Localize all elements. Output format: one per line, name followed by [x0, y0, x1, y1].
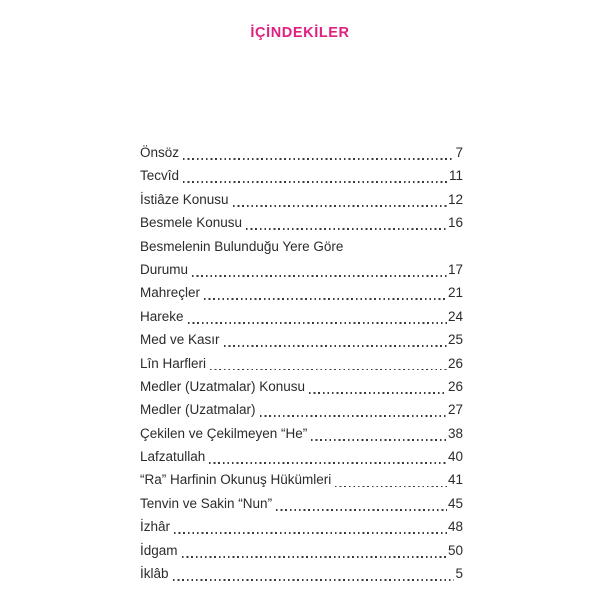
toc-leader — [309, 392, 447, 394]
toc-row — [140, 352, 463, 375]
toc-entry-label: Medler (Uzatmalar) Konusu — [140, 378, 306, 394]
toc-entry-page: 12 — [447, 191, 463, 207]
toc-entry-page: 40 — [447, 449, 463, 465]
toc-entry-label: İklâb — [140, 566, 169, 582]
toc-entry-label: Medler (Uzatmalar) — [140, 402, 256, 418]
toc-row — [140, 188, 463, 211]
toc-row — [140, 375, 463, 398]
toc-entry-label: Besmele Konusu — [140, 215, 243, 231]
toc-leader — [260, 415, 447, 417]
page-title: İÇİNDEKİLER — [250, 25, 350, 41]
toc-entry-label: Lîn Harfleri — [140, 355, 207, 371]
toc-row — [140, 141, 463, 164]
toc-row — [140, 164, 463, 187]
toc-entry-label: Hareke — [140, 308, 184, 324]
toc-entry-page: 50 — [447, 542, 463, 558]
toc-entry-page: 17 — [447, 261, 463, 277]
toc-leader — [182, 556, 447, 558]
toc-leader — [173, 579, 455, 581]
toc-entry-page: 41 — [447, 472, 463, 488]
toc-entry-label: “Ra” Harfinin Okunuş Hükümleri — [140, 472, 332, 488]
toc-row — [140, 398, 463, 421]
toc-row — [140, 258, 463, 281]
toc-entry-page: 26 — [447, 378, 463, 394]
toc-row — [140, 468, 463, 491]
toc-row — [140, 515, 463, 538]
toc-row — [140, 492, 463, 515]
toc-entry-page: 25 — [447, 332, 463, 348]
toc-entry-label: Tenvin ve Sakin “Nun” — [140, 495, 273, 511]
toc-entry-label: Mahreçler — [140, 285, 201, 301]
toc-entry-page: 38 — [447, 425, 463, 441]
toc-list — [140, 141, 463, 585]
toc-row — [140, 211, 463, 234]
toc-entry-page: 7 — [455, 145, 463, 160]
toc-row — [140, 539, 463, 562]
toc-entry-label: Durumu — [140, 261, 189, 277]
toc-entry-page: 5 — [455, 566, 463, 582]
toc-leader — [204, 298, 447, 300]
toc-leader — [311, 439, 447, 441]
toc-entry-page: 21 — [447, 285, 463, 301]
toc-entry-label: İstiâze Konusu — [140, 191, 229, 207]
toc-entry-page: 27 — [447, 402, 463, 418]
toc-row — [140, 445, 463, 468]
toc-leader — [210, 369, 447, 371]
toc-entry-label: Med ve Kasır — [140, 332, 220, 348]
toc-entry-page: 16 — [447, 215, 463, 231]
toc-row — [140, 281, 463, 304]
toc-row — [140, 328, 463, 351]
toc-entry-label: Tecvîd — [140, 168, 180, 184]
toc-entry-label: İdgam — [140, 542, 178, 558]
toc-entry-label: Lafzatullah — [140, 449, 206, 465]
toc-entry-page: 24 — [447, 308, 463, 324]
toc-leader — [209, 462, 447, 464]
toc-row — [140, 305, 463, 328]
toc-leader — [224, 345, 447, 347]
toc-leader — [183, 181, 448, 183]
toc-entry-page: 45 — [447, 495, 463, 511]
toc-leader — [276, 509, 447, 511]
toc-entry-page: 48 — [447, 519, 463, 535]
toc-entry-label: Besmelenin Bulunduğu Yere Göre — [140, 238, 344, 254]
toc-row — [140, 235, 463, 258]
toc-leader — [188, 322, 447, 324]
toc-leader — [335, 486, 447, 488]
toc-entry-page: 26 — [447, 355, 463, 371]
toc-leader — [174, 532, 447, 534]
toc-row — [140, 562, 463, 585]
toc-leader — [183, 158, 454, 160]
toc-entry-label: Çekilen ve Çekilmeyen “He” — [140, 425, 308, 441]
toc-entry-label: İzhâr — [140, 519, 171, 535]
toc-leader — [233, 205, 447, 207]
toc-leader — [192, 275, 447, 277]
toc-entry-page: 11 — [448, 168, 463, 184]
toc-row — [140, 422, 463, 445]
toc-leader — [246, 228, 447, 230]
toc-entry-label: Önsöz — [140, 145, 180, 160]
